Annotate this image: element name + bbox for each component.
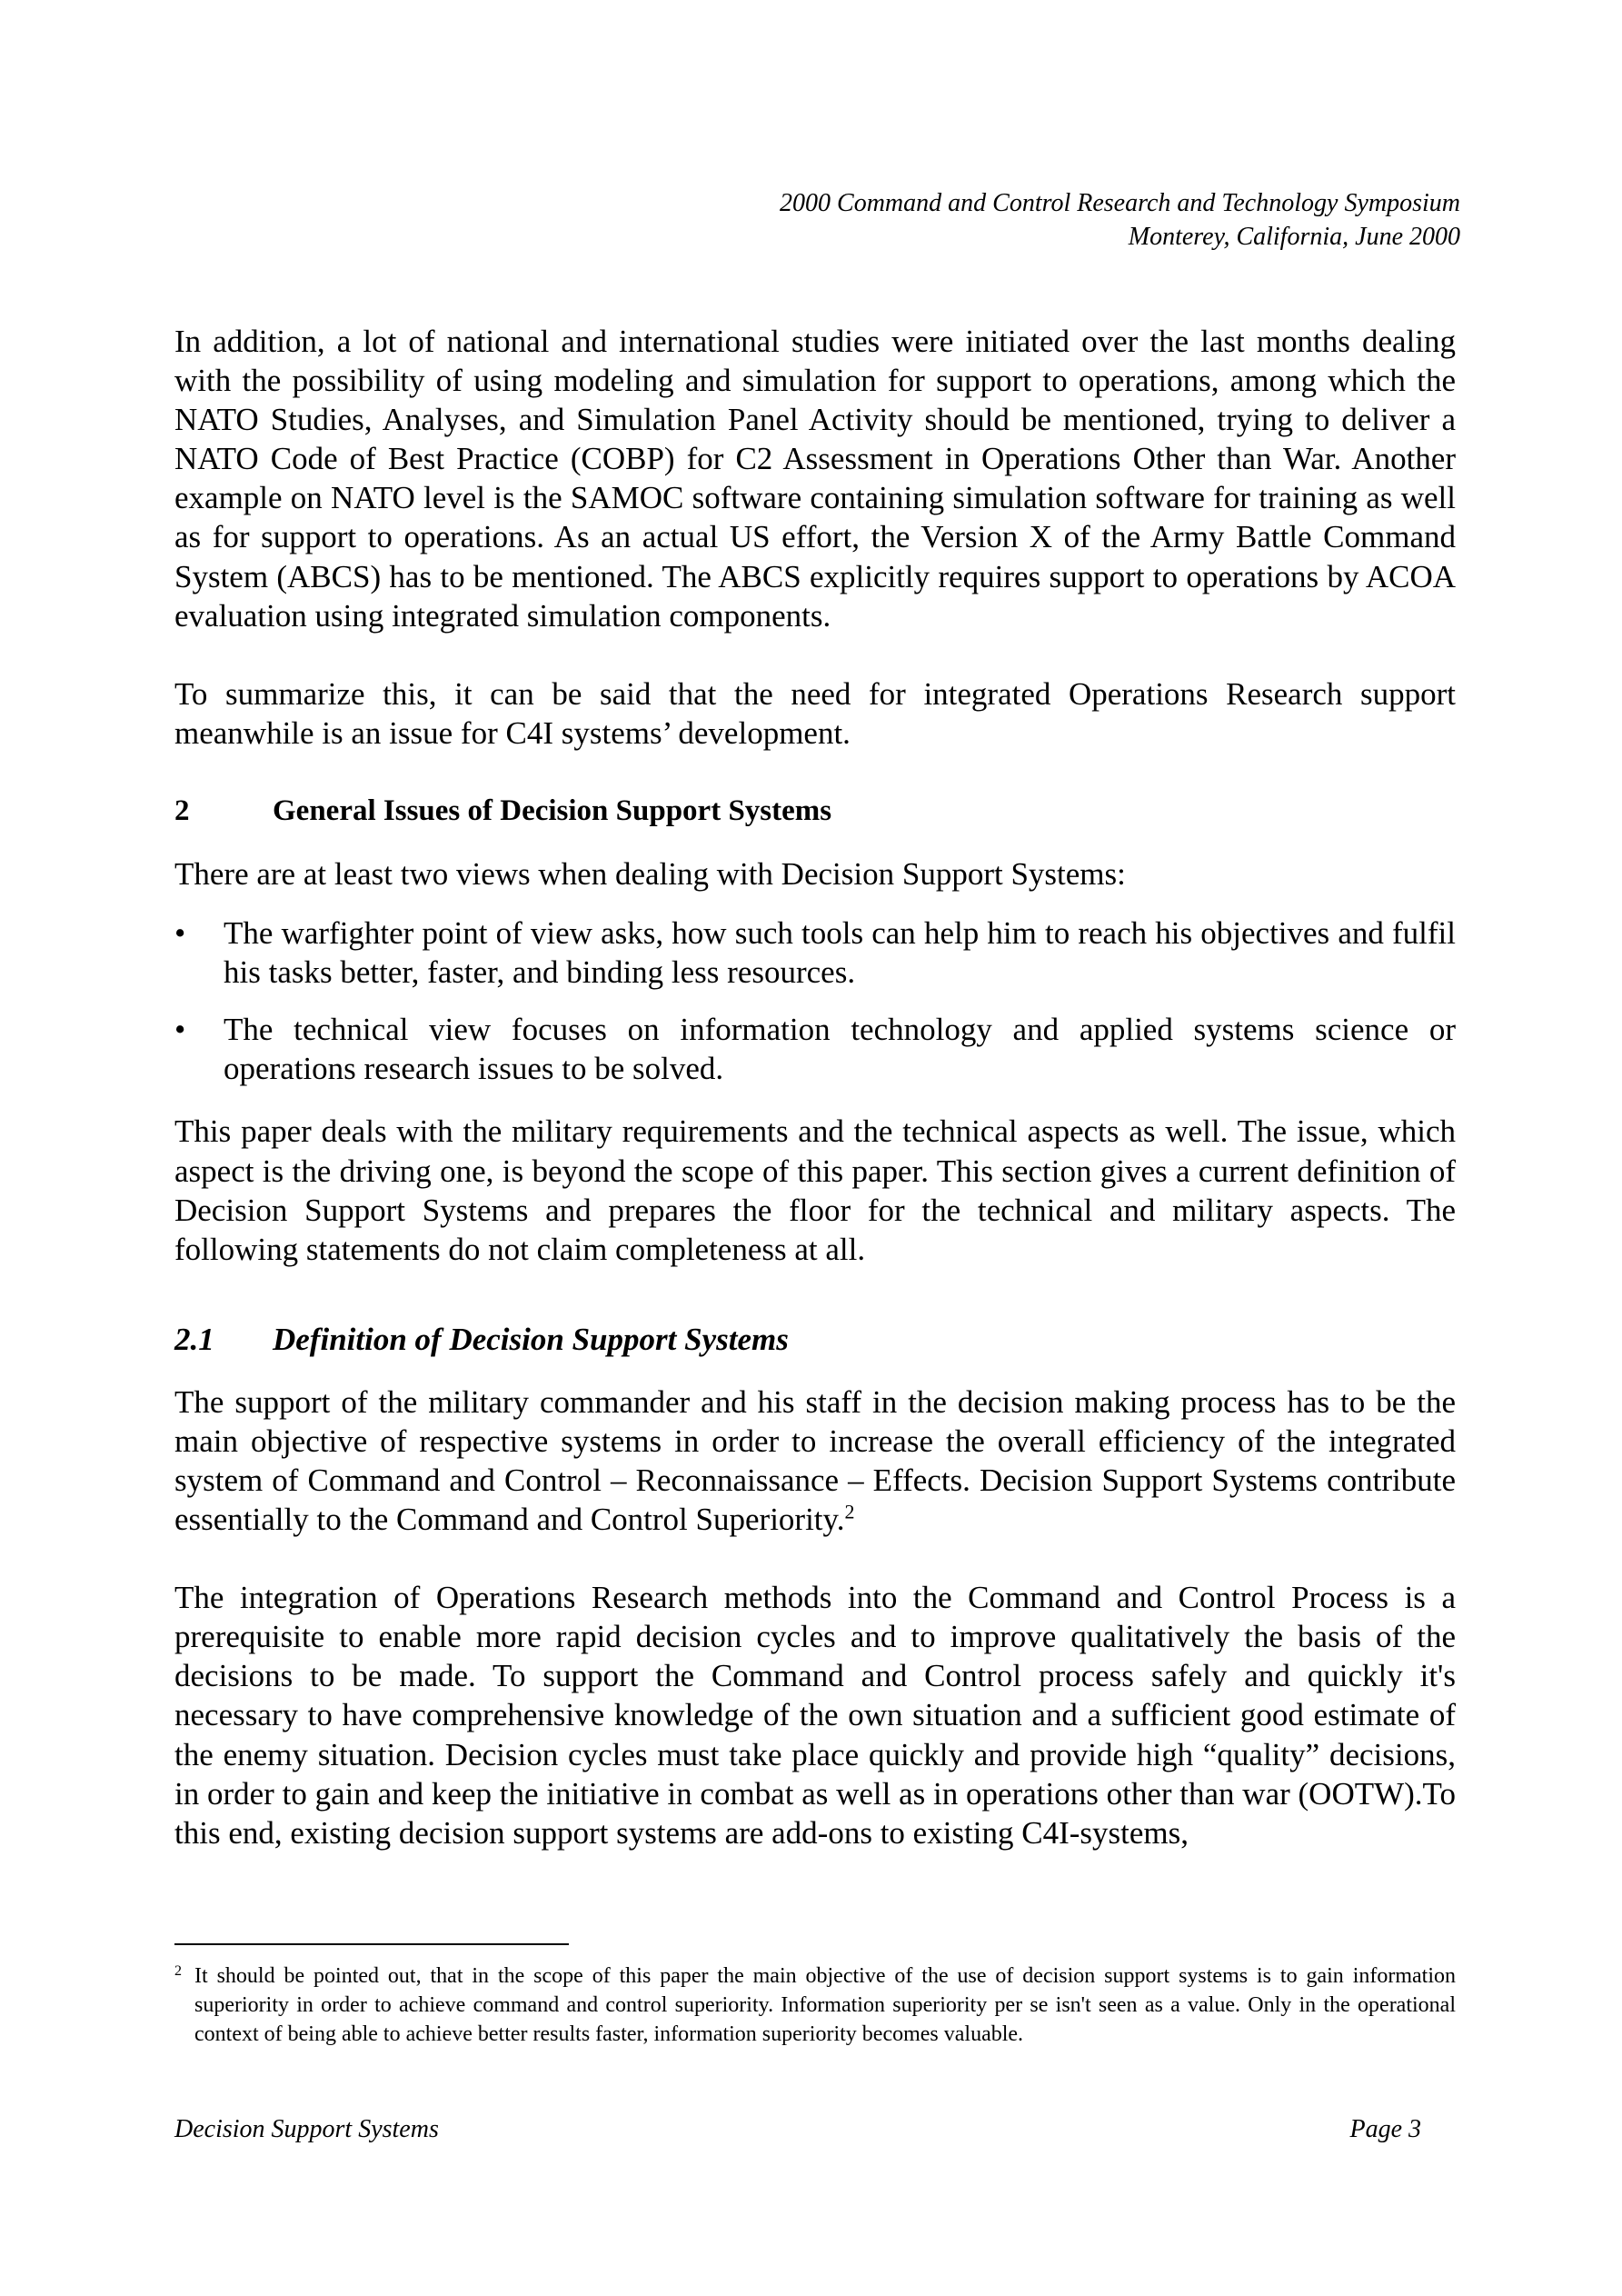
list-item xyxy=(174,1010,1456,1088)
section-2-title: General Issues of Decision Support Systems xyxy=(273,794,832,827)
bullet-text: The warfighter point of view asks, how such tools can help him to reach his objectives and fulfil his tasks better, faster, and binding less resources. xyxy=(224,915,1456,991)
footnote-divider xyxy=(174,1943,569,1945)
paragraph-3: There are at least two views when dealing with Decision Support Systems: xyxy=(174,855,1126,892)
paragraph-6: The integration of Operations Research methods into the Command and Control Process is a prerequisite to enable more rapid decision cycles and to improve qualitatively the basis of the decisions to be made. To support the Command and Control process safely and quickly it's necessary to have comprehensive knowledge of the own situation and a sufficient good estimate of the enemy situation. Decision cycles must take place quickly and provide high “quality” decisions, in order to gain and keep the initiative in combat as well as in operations other than war (OOTW).To this end, existing decision support systems are add-ons to existing C4I-systems, xyxy=(174,1580,1456,1851)
footnote xyxy=(174,1962,1456,2049)
paragraph-2: To summarize this, it can be said that the need for integrated Operations Research support meanwhile is an issue for C4I systems’ development. xyxy=(174,675,1456,751)
footnote-text: It should be pointed out, that in the scope of this paper the main objective of the use of decision support systems is to gain information superiority in order to achieve command and control superiority. Information superiority per se isn't seen as a value. Only in the operational context of being able to achieve better results faster, information superiority becomes valuable. xyxy=(194,1964,1456,2046)
body-text xyxy=(174,322,1456,1852)
bullet-text: The technical view focuses on information technology and applied systems science or operations research issues to be solved. xyxy=(224,1012,1456,1087)
running-footer xyxy=(174,2113,1421,2146)
list-item xyxy=(174,913,1456,992)
section-2-number: 2 xyxy=(174,794,190,827)
paragraph-4: This paper deals with the military requirements and the technical aspects as well. The issue, which aspect is the driving one, is beyond the scope of this paper. This section gives a current definition of Decision Support Systems and prepares the floor for the technical and military aspects. The following statements do not claim completeness at all. xyxy=(174,1113,1456,1267)
bullet-icon: • xyxy=(174,1012,186,1048)
running-header xyxy=(552,186,1460,254)
paragraph-5 xyxy=(174,1383,1456,1539)
page-number: Page 3 xyxy=(1349,2115,1421,2143)
paragraph-1: In addition, a lot of national and international studies were initiated over the last months dealing with the possibility of using modeling and simulation for support to operations, among which the NATO Studies, Analyses, and Simulation Panel Activity should be mentioned, trying to deliver a NATO Code of Best Practice (COBP) for C2 Assessment in Operations Other than War. Another example on NATO level is the SAMOC software containing simulation software for training as well as for support to operations. As an actual US effort, the Version X of the Army Battle Command System (ABCS) has to be mentioned. The ABCS explicitly requires support to operations by ACOA evaluation using integrated simulation components. xyxy=(174,324,1456,634)
section-2-heading xyxy=(174,792,1456,831)
footnote-mark: 2 xyxy=(174,1963,182,1979)
section-2-1-heading xyxy=(174,1320,1456,1359)
paragraph-5-text: The support of the military commander and his staff in the decision making process has to be the main objective of respective systems in order to increase the overall efficiency of the integrated system of Command and Control – Reconnaissance – Effects. Decision Support Systems contribute essentially to the Command and Control Superiority. xyxy=(174,1383,1456,1538)
section-2-1-number: 2.1 xyxy=(174,1321,214,1357)
bullet-list xyxy=(174,913,1456,1088)
section-2-1-title: Definition of Decision Support Systems xyxy=(273,1321,789,1357)
header-line-2: Monterey, California, June 2000 xyxy=(1128,223,1460,251)
bullet-icon: • xyxy=(174,915,186,952)
footnote-reference[interactable]: 2 xyxy=(844,1500,855,1523)
header-line-1: 2000 Command and Control Research and Technology Symposium xyxy=(780,189,1460,217)
footer-title: Decision Support Systems xyxy=(174,2115,439,2143)
